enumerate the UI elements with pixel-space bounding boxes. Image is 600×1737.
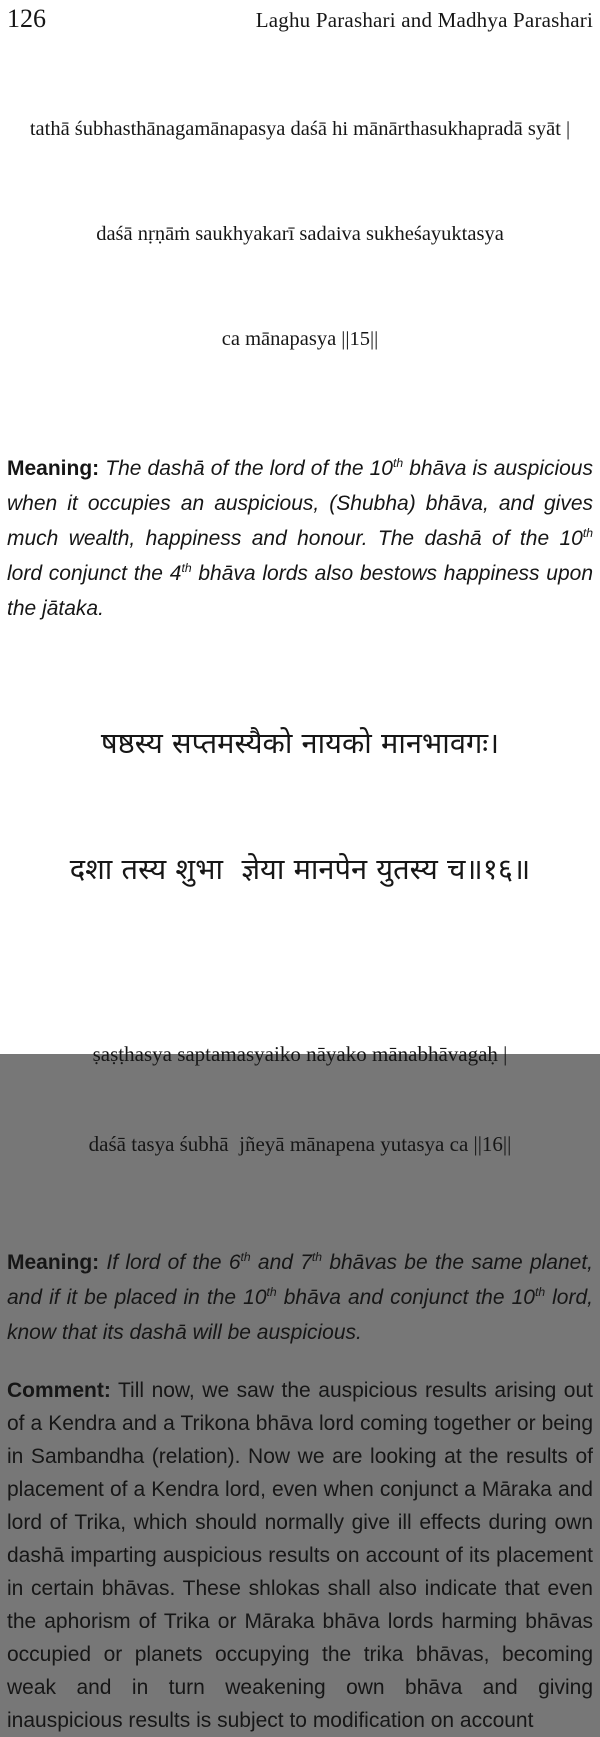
comment-paragraph (7, 1374, 593, 1737)
devanagari-line-2: दशा तस्य शुभा ज्ञेया मानपेन युतस्य च॥१६॥ (69, 852, 531, 886)
verse-15-line-2: daśā nṛṇāṁ saukhyakarī sadaiva sukheśayuktasya (96, 223, 504, 245)
meaning-15-text: The dashā of the lord of the 10th bhāva is auspicious when it occupies an auspicious, (Shubha) bhāva, and gives much wealth, happiness and honour. The dashā of the 10th lord conjunct the 4th bhāva lords also bestows happiness upon the jātaka. (7, 456, 593, 620)
verse-16-devanagari (7, 638, 593, 974)
verse-15-line-3: ca mānapasya ||15|| (221, 328, 379, 350)
verse-16-transliteration (7, 979, 593, 1219)
comment-label: Comment: (7, 1379, 111, 1402)
verse-16-line-1: ṣaṣṭhasya saptamasyaiko nāyako mānabhāvagaḥ | (92, 1042, 508, 1066)
verse-16-line-2: daśā tasya śubhā jñeyā mānapena yutasya ca ||16|| (88, 1132, 512, 1156)
meaning-16-paragraph (7, 1245, 593, 1350)
meaning-16-label: Meaning: (7, 1251, 100, 1274)
page-number: 126 (7, 4, 46, 33)
verse-15-transliteration (7, 42, 593, 427)
meaning-15-paragraph (7, 451, 593, 626)
comment-text: Till now, we saw the auspicious results arising out of a Kendra and a Trikona bhāva lord coming together or being in Sambandha (relation). Now we are looking at the results of placement of a Kendra lord, even when conjunct a Māraka and lord of Trika, which should normally give ill effects during own dashā imparting auspicious results on account of its placement in certain bhāvas. These shlokas shall also indicate that even the aphorism of Trika or Māraka bhāva lords harming bhāvas occupied or planets occupying the trika bhāvas, becoming weak and in turn weakening own bhāva and giving inauspicious results is subject to modification on account (7, 1379, 593, 1732)
verse-15-line-1: tathā śubhasthānagamānapasya daśā hi mānārthasukhapradā syāt | (29, 118, 571, 140)
header-title: Laghu Parashari and Madhya Parashari (255, 8, 593, 32)
meaning-16-text: If lord of the 6th and 7th bhāvas be the same planet, and if it be placed in the 10th bhāva and conjunct the 10th lord, know that its dashā will be auspicious. (7, 1250, 594, 1344)
meaning-15-label: Meaning: (7, 457, 100, 480)
page-header (7, 0, 593, 34)
devanagari-line-1: षष्ठस्य सप्तमस्यैको नायको मानभावगः। (100, 726, 500, 760)
